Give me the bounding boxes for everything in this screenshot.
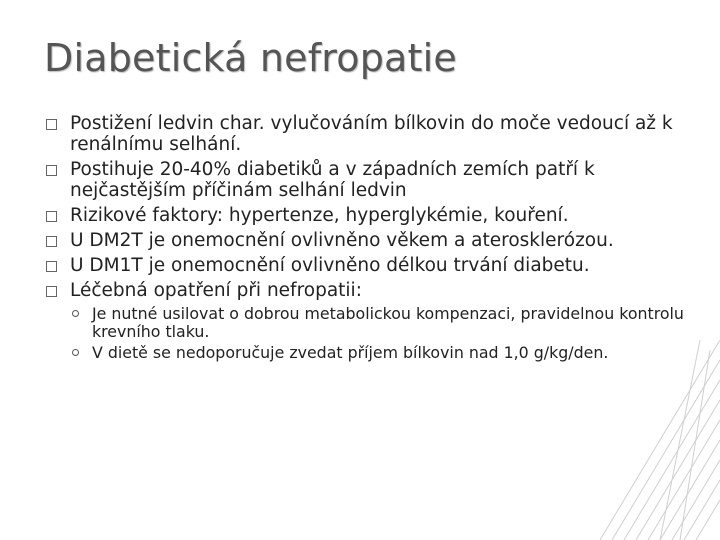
square-bullet-icon	[46, 165, 57, 176]
bullet-list	[46, 113, 696, 365]
square-bullet-icon	[46, 211, 57, 222]
square-bullet-icon	[46, 236, 57, 247]
bullet-item	[46, 280, 696, 301]
bullet-item	[46, 230, 696, 251]
circle-bullet-icon	[72, 349, 79, 356]
sub-bullet-item	[46, 305, 696, 341]
sub-bullet-list	[46, 305, 696, 362]
bullet-text: Postižení ledvin char. vylučováním bílkovin do moče vedoucí až k renálnímu selhání.	[70, 113, 673, 155]
bullet-item	[46, 113, 696, 155]
sub-bullet-text: V dietě se nedoporučuje zvedat příjem bílkovin nad 1,0 g/kg/den.	[92, 343, 609, 362]
decorative-lines	[600, 340, 720, 540]
bullet-text: Postihuje 20-40% diabetiků a v západních zemích patří k nejčastějším příčinám selhání ledvin	[70, 159, 595, 201]
bullet-item	[46, 205, 696, 226]
bullet-item	[46, 159, 696, 201]
sub-bullet-item	[46, 344, 696, 362]
sub-bullet-text: Je nutné usilovat o dobrou metabolickou kompenzaci, pravidelnou kontrolu krevního tlaku.	[92, 304, 684, 341]
square-bullet-icon	[46, 261, 57, 272]
slide-title: Diabetická nefropatie	[44, 36, 457, 80]
bullet-item	[46, 255, 696, 276]
bullet-text: U DM2T je onemocnění ovlivněno věkem a aterosklerózou.	[70, 230, 614, 251]
bullet-text: U DM1T je onemocnění ovlivněno délkou trvání diabetu.	[70, 255, 590, 276]
bullet-text: Léčebná opatření při nefropatii:	[70, 280, 362, 301]
circle-bullet-icon	[72, 310, 79, 317]
bullet-text: Rizikové faktory: hypertenze, hyperglykémie, kouření.	[70, 205, 569, 226]
square-bullet-icon	[46, 119, 57, 130]
square-bullet-icon	[46, 286, 57, 297]
